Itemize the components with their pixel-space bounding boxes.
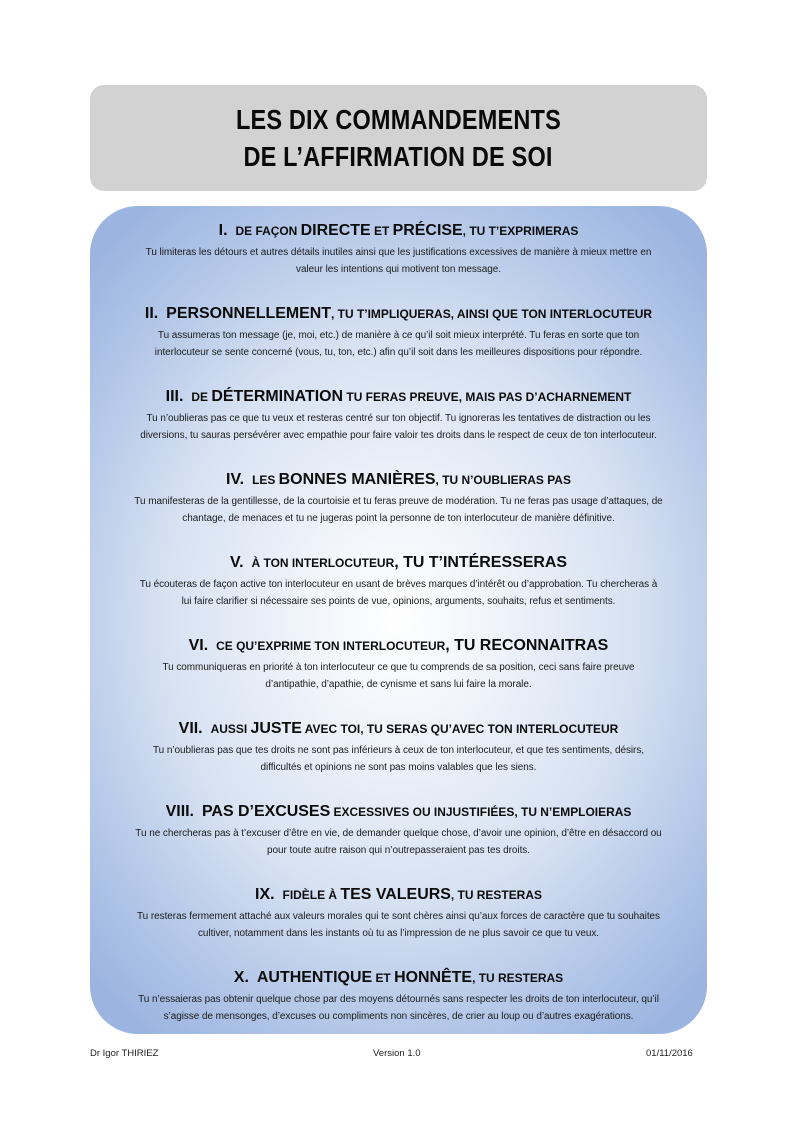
commandment-heading (106, 219, 691, 243)
heading-text: , TU T’IMPLIQUERAS, AINSI QUE TON INTERLOCUTEUR (331, 307, 653, 321)
commandment-1 (105, 219, 692, 278)
title-box (90, 85, 707, 191)
description-line: pour toute autre raison qui n’outrepasseraient pas tes droits. (267, 845, 530, 856)
commandment-heading (106, 385, 691, 409)
description-line: Tu assumeras ton message (je, moi, etc.) de manière à ce qu’il soit mieux interprété. Tu feras en sorte que ton (157, 330, 640, 341)
commandment-3 (105, 385, 692, 444)
footer-version: Version 1.0 (373, 1048, 421, 1059)
commandment-number: I. (218, 222, 228, 239)
commandment-number: V. (229, 554, 244, 571)
commandment-heading (106, 551, 691, 575)
heading-text: , TU RESTERAS (450, 888, 542, 902)
commandment-heading (106, 883, 691, 907)
heading-text: CE QU’EXPRIME TON INTERLOCUTEUR (216, 639, 446, 653)
heading-emphasis: DÉTERMINATION (211, 388, 344, 405)
description-line: interlocuteur se sente concerné (vous, tu, ton, etc.) afin qu’il soit dans les meilleures dispositions pour répondre. (154, 347, 643, 358)
heading-text: DE (191, 390, 212, 404)
description-line: difficultés et opinions ne sont pas moins valables que les siens. (260, 762, 537, 773)
heading-text: , TU T’EXPRIMERAS (462, 224, 579, 238)
commandment-description (105, 410, 692, 444)
commandment-heading (106, 800, 691, 824)
heading-emphasis: BONNES MANIÈRES (278, 471, 436, 488)
commandment-description (105, 825, 692, 859)
commandment-description (105, 327, 692, 361)
description-line: s’agisse de mensonges, d’excuses ou compliments non sincères, de crier au loup ou d’autres exagérations. (163, 1011, 634, 1022)
description-line: chantage, de menaces et tu ne jugeras point la personne de ton interlocuteur de manière définitive. (182, 513, 615, 524)
footer-date: 01/11/2016 (646, 1048, 693, 1059)
document-title-line-1: LES DIX COMMANDEMENTS (235, 104, 561, 135)
heading-text: AUSSI (210, 722, 251, 736)
commandment-number: III. (165, 388, 184, 405)
heading-text: , TU N’OUBLIERAS PAS (435, 473, 571, 487)
heading-emphasis: JUSTE (250, 720, 302, 737)
description-line: Tu écouteras de façon active ton interlocuteur en usant de brèves marques d’intérêt ou d’approbation. Tu chercheras à (139, 579, 658, 590)
heading-emphasis: , TU T’INTÉRESSERAS (394, 554, 568, 571)
heading-text: AVEC TOI, TU SERAS QU’AVEC TON INTERLOCUTEUR (301, 722, 619, 736)
heading-text: , TU RESTERAS (472, 971, 564, 985)
footer-author: Dr Igor THIRIEZ (90, 1048, 159, 1059)
commandment-7 (105, 717, 692, 776)
description-line: Tu resteras fermement attaché aux valeurs morales qui te sont chères ainsi qu’aux forces de caractère que tu souhaites (137, 911, 660, 922)
description-line: Tu limiteras les détours et autres détails inutiles ainsi que les justifications excessives de manière à mieux mettre en (145, 247, 652, 258)
commandment-number: VII. (178, 720, 203, 737)
description-line: Tu manifesteras de la gentillesse, de la courtoisie et tu feras preuve de modération. Tu ne feras pas usage d’attaques, de (134, 496, 663, 507)
description-line: Tu n’essaieras pas obtenir quelque chose par des moyens détournés sans respecter les droits de ton interlocuteur, qu’il (138, 994, 659, 1005)
commandment-heading (106, 966, 691, 990)
commandment-8 (105, 800, 692, 859)
commandment-4 (105, 468, 692, 527)
commandment-heading (106, 717, 691, 741)
commandment-description (105, 493, 692, 527)
commandment-heading (106, 634, 691, 658)
commandment-description (105, 576, 692, 610)
heading-emphasis: TES VALEURS (340, 886, 451, 903)
commandment-5 (105, 551, 692, 610)
description-line: Tu n’oublieras pas que tes droits ne sont pas inférieurs à ceux de ton interlocuteur, et que tes sentiments, désirs, (153, 745, 644, 756)
description-line: lui faire clarifier si nécessaire ses points de vue, opinions, arguments, souhaits, refus et sentiments. (181, 596, 616, 607)
heading-emphasis: PRÉCISE (392, 222, 463, 239)
heading-text: EXCESSIVES OU INJUSTIFIÉES, TU N’EMPLOIERAS (330, 805, 632, 819)
description-line: Tu ne chercheras pas à t’excuser d’être en vie, de demander quelque chose, d’avoir une opinion, d’être en désaccord ou (135, 828, 662, 839)
commandment-description (105, 991, 692, 1025)
heading-text: FIDÈLE À (282, 888, 341, 902)
heading-text: TU FERAS PREUVE, MAIS PAS D’ACHARNEMENT (343, 390, 632, 404)
commandment-description (105, 742, 692, 776)
heading-text: DE FAÇON (235, 224, 301, 238)
commandment-description (105, 244, 692, 278)
commandment-number: X. (233, 969, 249, 986)
heading-emphasis: , TU RECONNAITRAS (445, 637, 609, 654)
description-line: cultiver, notamment dans les instants où tu as l’impression de ne plus savoir ce que tu veux. (197, 928, 600, 939)
heading-text: ET (370, 224, 393, 238)
commandment-number: II. (144, 305, 159, 322)
description-line: valeur les intentions qui motivent ton message. (296, 264, 501, 275)
description-line: Tu communiqueras en priorité à ton interlocuteur ce que tu comprends de sa position, ceci sans faire preuve (162, 662, 635, 673)
commandment-heading (106, 468, 691, 492)
description-line: diversions, tu sauras persévérer avec empathie pour faire valoir tes droits dans le respect de ceux de ton interlocuteur. (140, 430, 657, 441)
heading-text: À TON INTERLOCUTEUR (251, 556, 395, 570)
commandment-number: IV. (226, 471, 245, 488)
commandment-description (105, 908, 692, 942)
commandment-number: VIII. (165, 803, 194, 820)
heading-emphasis: HONNÊTE (394, 969, 473, 986)
document-title-line-2: DE L’AFFIRMATION DE SOI (243, 141, 554, 172)
commandment-number: VI. (188, 637, 209, 654)
heading-emphasis: PAS D’EXCUSES (201, 803, 331, 820)
commandment-2 (105, 302, 692, 361)
heading-text: LES (252, 473, 279, 487)
description-line: Tu n’oublieras pas ce que tu veux et resteras centré sur ton objectif. Tu ignoreras les tentatives de distraction ou les (146, 413, 651, 424)
description-line: d’antipathie, d’apathie, de cynisme et sans lui faire la morale. (265, 679, 532, 690)
heading-text: ET (372, 971, 395, 985)
heading-emphasis: DIRECTE (300, 222, 371, 239)
heading-emphasis: AUTHENTIQUE (256, 969, 373, 986)
commandment-10 (105, 966, 692, 1025)
commandment-heading (106, 302, 691, 326)
commandment-6 (105, 634, 692, 693)
heading-emphasis: PERSONNELLEMENT (166, 305, 332, 322)
commandment-description (105, 659, 692, 693)
commandment-number: IX. (255, 886, 275, 903)
commandment-9 (105, 883, 692, 942)
